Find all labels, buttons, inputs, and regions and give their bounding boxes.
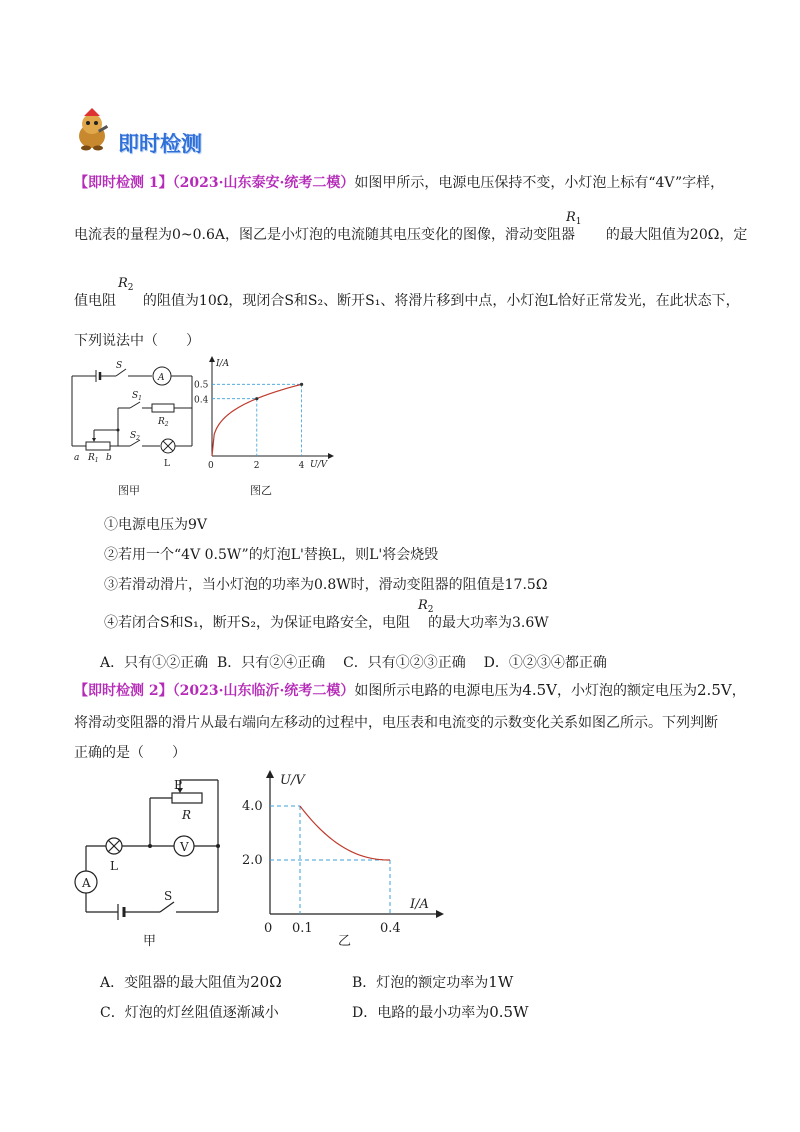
q2-ylabel: U/V [280, 773, 305, 788]
q2-graph [236, 770, 446, 940]
q1-label-r1: $R_1$ [88, 453, 99, 464]
q1-label-r2: $R_2$ [158, 417, 169, 428]
q1-ylabel: I/A [216, 359, 230, 369]
q2-tag: 【即时检测 2】（2023·山东临沂·统考二模） [74, 683, 355, 699]
q2-label-a: A [82, 876, 91, 890]
q1-options: A．只有①②正确 B．只有②④正确 C．只有①②③正确 D．①②③④都正确 [100, 655, 607, 671]
q1-line3 [74, 290, 740, 310]
q2-tick-y2: 2.0 [242, 853, 263, 868]
q2-tick-x0: 0 [264, 921, 273, 936]
q2-option-d: D．电路的最小功率为0.5W [352, 1003, 529, 1021]
q1-label-a: a [74, 453, 80, 463]
q1-line2a: 电流表的量程为0~0.6A，图乙是小灯泡的电流随其电压变化的图像，滑动变阻器 [74, 227, 576, 243]
q1-graph [192, 356, 338, 476]
q2-fig-yi-caption: 乙 [338, 934, 352, 949]
q2-ui-curve [300, 806, 390, 860]
q1-statement-4: ④若闭合S和S₁，断开S₂，为保证电路安全，电阻 的最大功率为3.6W [104, 615, 549, 631]
q2-label-l: L [110, 859, 118, 873]
q1-r2-symbol: $R_2$ [118, 276, 134, 293]
q1-line3b: 的阻值为10Ω，现闭合S和S₂、断开S₁、将滑片移到中点，小灯泡L恰好正常发光，在此状态下， [142, 293, 740, 309]
q1-data-point-1 [255, 397, 258, 400]
mascot-icon [72, 108, 112, 152]
q1-xlabel: U/V [310, 460, 328, 470]
q1-data-point-2 [300, 383, 303, 386]
q2-tick-x2: 0.4 [380, 921, 401, 936]
q2-line2: 将滑动变阻器的滑片从最右端向左移动的过程中，电压表和电流变的示数变化关系如图乙所示。下列判断 [74, 715, 718, 731]
q2-circuit-diagram [72, 772, 232, 932]
q1-line3a: 值电阻 [74, 293, 116, 309]
q1-tick-x2: 4 [298, 461, 305, 471]
q1-tick-x0: 0 [208, 461, 214, 471]
q1-label-s: S [116, 361, 123, 371]
q1-line4: 下列说法中（ ） [74, 333, 200, 349]
q2-voltage: 4.5V [522, 681, 558, 699]
q1-statement-2: ②若用一个“4V 0.5W”的灯泡L'替换L，则L'将会烧毁 [104, 547, 439, 563]
q2-label-v: V [180, 840, 189, 854]
q1-label-s2: $S_2$ [130, 431, 140, 442]
q1-label-b: b [106, 453, 112, 463]
q1-line1 [74, 172, 724, 192]
q2-tick-x1: 0.1 [292, 921, 313, 936]
q2-option-a: A．变阻器的最大阻值为20Ω [100, 973, 282, 991]
q2-fig-jia-caption: 甲 [143, 934, 157, 949]
q2-label-p: P [174, 778, 183, 792]
q1-r1-symbol: $R_1$ [566, 210, 582, 227]
q1-label-l: L [164, 459, 170, 469]
section-heading: 即时检测 [118, 132, 202, 156]
q2-label-s: S [164, 889, 173, 903]
q1-label-ammeter: A [158, 373, 165, 383]
q2-option-c: C．灯泡的灯丝阻值逐渐减小 [100, 1005, 279, 1021]
q1-statement-3: ③若滑动滑片，当小灯泡的功率为0.8W时，滑动变阻器的阻值是17.5Ω [104, 577, 548, 593]
q1-statement4-r2-symbol: $R_2$ [418, 598, 434, 615]
q2-rated-voltage: 2.5V [697, 681, 732, 699]
q1-label-s1: $S_1$ [132, 391, 142, 402]
q2-option-b: B．灯泡的额定功率为1W [352, 973, 514, 991]
q1-circuit-diagram [68, 358, 198, 488]
q1-tick-y2: 0.4 [194, 395, 209, 406]
q2-tick-y1: 4.0 [242, 799, 263, 814]
q1-fig-jia-caption: 图甲 [118, 484, 140, 497]
q1-line2 [74, 224, 747, 244]
q2-label-r: R [182, 808, 192, 822]
q2-xlabel: I/A [410, 897, 429, 912]
q2-line1: 【即时检测 2】（2023·山东临沂·统考二模）如图所示电路的电源电压为4.5V，小灯泡的额定电压为2.5V， [74, 681, 746, 699]
q1-fig-yi-caption: 图乙 [250, 484, 272, 497]
q1-statement-1: ①电源电压为9V [104, 517, 208, 533]
q1-line2b: 的最大阻值为20Ω，定 [605, 227, 748, 243]
q1-tick-y1: 0.5 [194, 380, 209, 391]
q1-tag: 【即时检测 1】（2023·山东泰安·统考二模） [74, 175, 355, 191]
q1-line1-text: 如图甲所示，电源电压保持不变，小灯泡上标有“4V”字样， [354, 175, 725, 191]
q1-tick-x1: 2 [253, 461, 260, 471]
q2-line3: 正确的是（ ） [74, 745, 186, 761]
